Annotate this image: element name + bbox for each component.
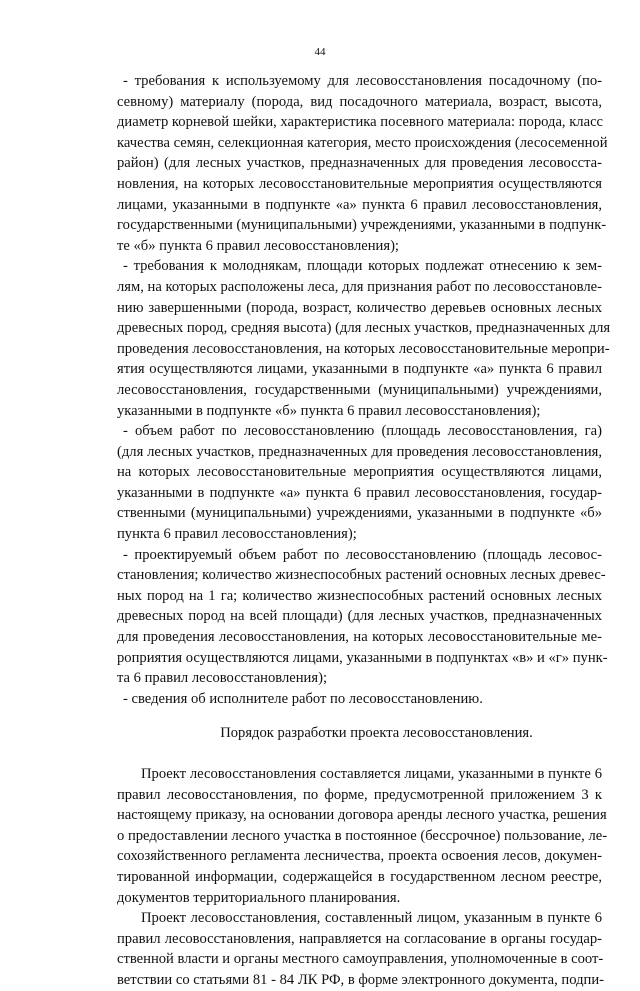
text-line: ятия осуществляются лицами, указанными в подпункте «а» пункта 6 правил: [117, 361, 602, 378]
document-body: [117, 71, 611, 991]
body-paragraph: [117, 764, 608, 908]
text-line: настоящему приказу, на основании договора аренды лесного участка, решения: [117, 807, 607, 824]
text-line: (для лесных участков, предназначенных для проведения лесовосстановления,: [117, 443, 602, 460]
text-line: пункта 6 правил лесовосстановления);: [117, 526, 357, 543]
text-line: проведения лесовосстановления, на которых лесовосстановительные меропри-: [117, 340, 610, 357]
text-line: Проект лесовосстановления, составленный лицом, указанным в пункте 6: [141, 910, 602, 927]
text-line: древесных пород, средняя высота) (для лесных участков, предназначенных для: [117, 320, 611, 337]
text-line: древесных пород на всей площади) (для лесных участков, предназначенных: [117, 608, 602, 625]
text-line: ственной власти и органы местного самоуправления, уполномоченные в соот-: [117, 951, 604, 968]
text-line: становления; количество жизнеспособных растений основных лесных древес-: [117, 567, 606, 584]
text-line: диаметр корневой шейки, характеристика посевного материала: порода, класс: [117, 114, 604, 131]
text-line: - требования к молоднякам, площади которых подлежат отнесению к зем-: [123, 258, 602, 275]
body-paragraph: [117, 908, 602, 990]
text-line: нию завершенными (порода, возраст, количество деревьев основных лесных: [117, 299, 602, 316]
text-line: район) (для лесных участков, предназначенных для проведения лесовосста-: [117, 155, 602, 172]
section-heading: Порядок разработки проекта лесовосстановления.: [220, 725, 533, 742]
text-line: роприятия осуществляются лицами, указанными в подпунктах «в» и «г» пунк-: [117, 649, 608, 666]
text-line: ственными (муниципальными) учреждениями, указанными в подпункте «б»: [117, 505, 602, 522]
text-line: те «б» пункта 6 правил лесовосстановления);: [117, 237, 399, 254]
text-line: указанными в подпункте «а» пункта 6 правил лесовосстановления, государ-: [117, 484, 602, 501]
text-line: ных пород на 1 га; количество жизнеспособных растений основных лесных: [117, 587, 602, 604]
text-line: та 6 правил лесовосстановления);: [117, 670, 327, 687]
paragraphs: [117, 764, 608, 991]
text-line: лесовосстановления, государственными (муниципальными) учреждениями,: [117, 381, 602, 398]
text-line: правил лесовосстановления, по форме, предусмотренной приложением 3 к: [117, 786, 602, 803]
page-number: 44: [314, 46, 326, 58]
text-line: лицами, указанными в подпункте «а» пункта 6 правил лесовосстановления,: [117, 196, 602, 213]
text-line: о предоставлении лесного участка в постоянное (бессрочное) пользование, ле-: [117, 827, 608, 844]
requirements-list: [117, 71, 611, 709]
text-line: на которых лесовосстановительные мероприятия осуществляются лицами,: [117, 464, 602, 481]
text-line: - объем работ по лесовосстановлению (площадь лесовосстановления, га): [123, 423, 602, 440]
text-line: документов территориального планирования.: [117, 889, 401, 906]
text-line: севному) материалу (порода, вид посадочного материала, возраст, высота,: [117, 93, 602, 110]
text-line: - сведения об исполнителе работ по лесовосстановлению.: [123, 690, 483, 707]
text-line: новления, на которых лесовосстановительные мероприятия осуществляются: [117, 175, 602, 192]
text-line: лям, на которых расположены леса, для признания работ по лесовосстановле-: [117, 278, 602, 295]
text-line: правил лесовосстановления, направляется на согласование в органы государ-: [117, 930, 602, 947]
text-line: указанными в подпункте «б» пункта 6 правил лесовосстановления);: [117, 402, 541, 419]
text-line: сохозяйственного регламента лесничества, проекта освоения лесов, докумен-: [117, 848, 602, 865]
text-line: Проект лесовосстановления составляется лицами, указанными в пункте 6: [141, 766, 602, 782]
text-line: государственными (муниципальными) учреждениями, указанными в подпунк-: [117, 217, 607, 234]
text-line: тированной информации, содержащейся в государственном лесном реестре,: [117, 868, 602, 885]
text-line: для проведения лесовосстановления, на которых лесовосстановительные ме-: [117, 629, 602, 646]
text-line: ветствии со статьями 81 - 84 ЛК РФ, в форме электронного документа, подпи-: [117, 971, 604, 988]
list-item: [117, 545, 608, 689]
text-line: - проектируемый объем работ по лесовосстановлению (площадь лесовос-: [123, 546, 602, 563]
text-line: качества семян, селекционная категория, место происхождения (лесосеменной: [117, 134, 608, 151]
list-item: [117, 421, 602, 545]
list-item: [117, 256, 611, 421]
text-line: - требования к используемому для лесовосстановления посадочному (по-: [123, 73, 602, 89]
list-item: [117, 689, 602, 710]
list-item: [117, 71, 608, 256]
